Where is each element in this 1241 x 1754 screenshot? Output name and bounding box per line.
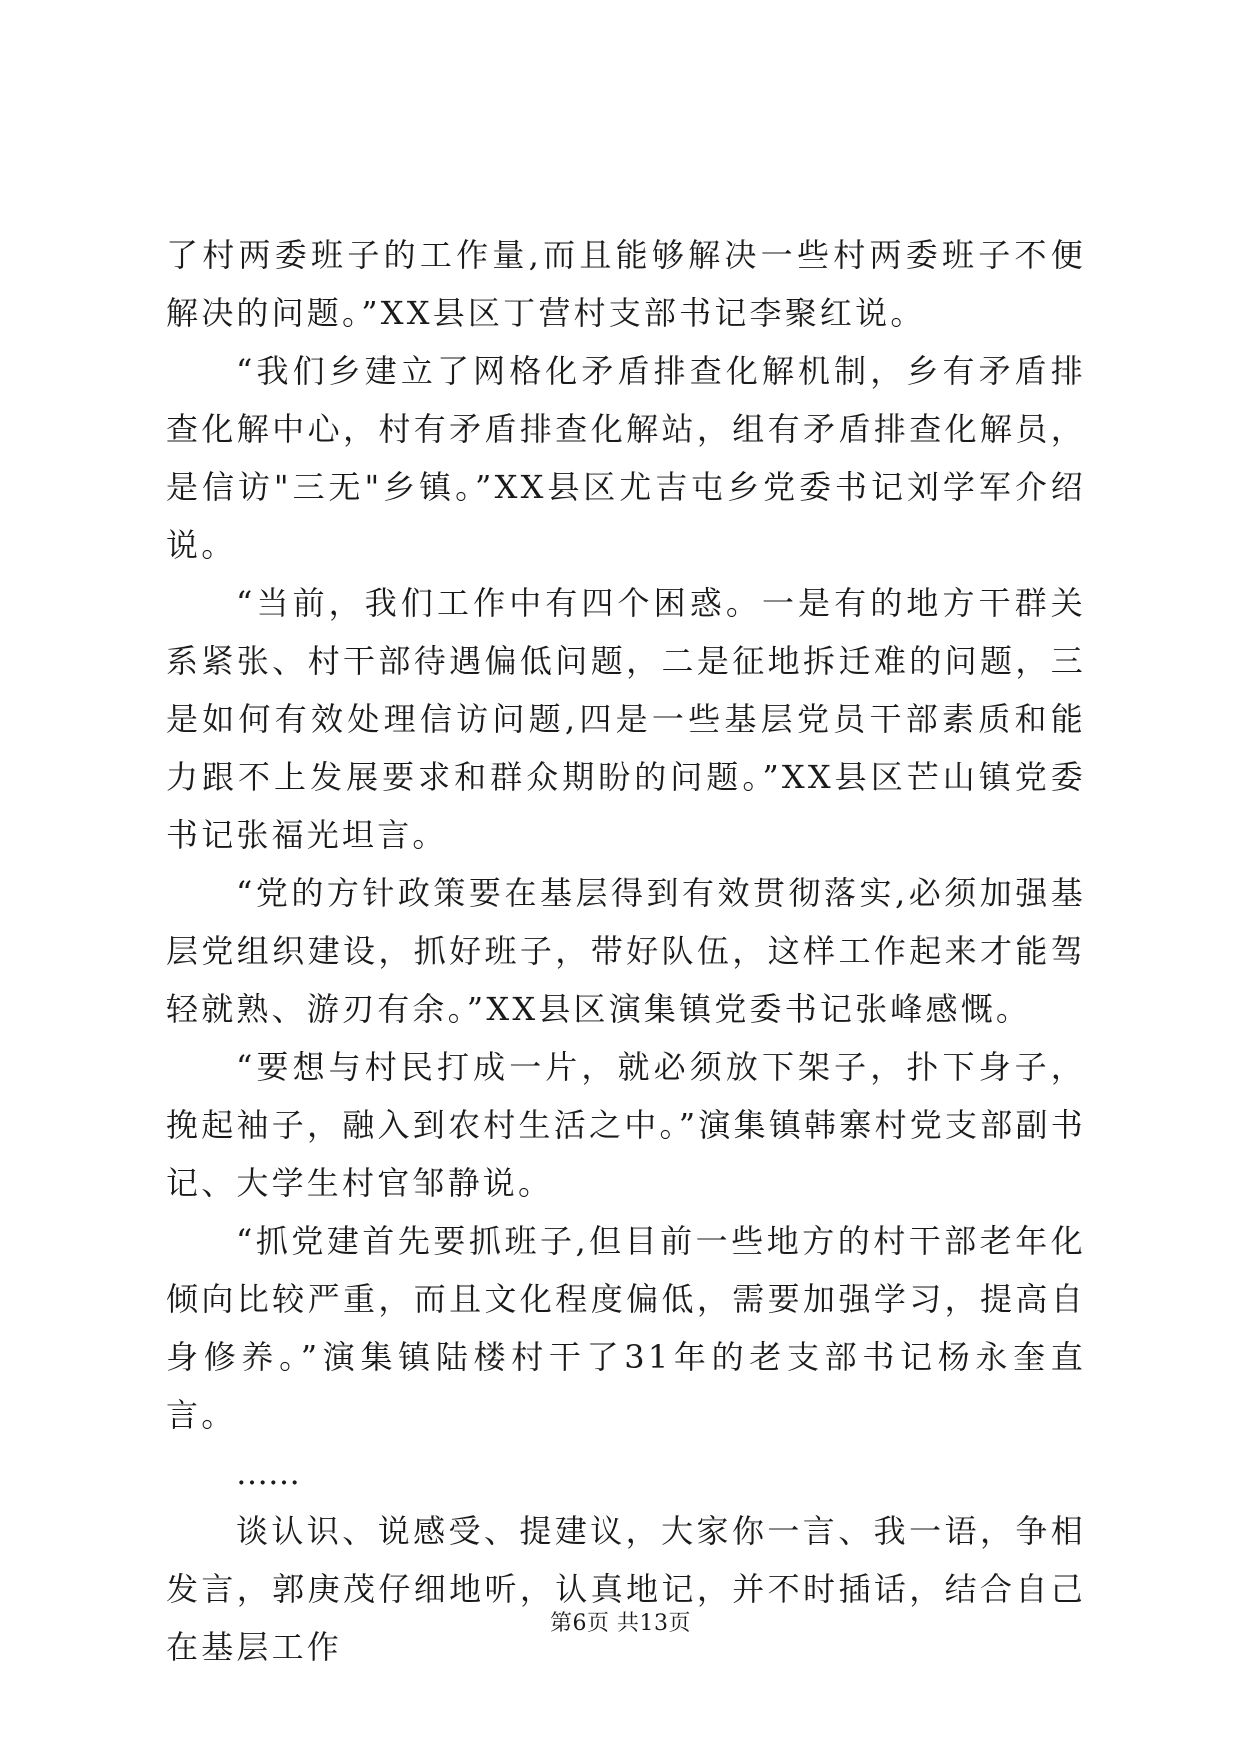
page-number-label: 第6页 共13页 [550,1611,691,1636]
paragraph-3: “当前，我们工作中有四个困惑。一是有的地方干群关系紧张、村干部待遇偏低问题，二是征地拆迁难的问题，三是如何有效处理信访问题,四是一些基层党员干部素质和能力跟不上发展要求和群众期盼的问题。”XX县区芒山镇党委书记张福光坦言。 [166,584,1086,854]
closing-paragraph: 谈认识、说感受、提建议，大家你一言、我一语，争相发言，郭庚茂仔细地听，认真地记，并不时插话，结合自己在基层工作 [166,1512,1086,1666]
document-body [166,226,1086,1676]
paragraph-4: “党的方针政策要在基层得到有效贯彻落实,必须加强基层党组织建设，抓好班子，带好队伍，这样工作起来才能驾轻就熟、游刃有余。”XX县区演集镇党委书记张峰感慨。 [166,874,1086,1028]
paragraph-6: “抓党建首先要抓班子,但目前一些地方的村干部老年化倾向比较严重，而且文化程度偏低，需要加强学习，提高自身修养。”演集镇陆楼村干了31年的老支部书记杨永奎直言。 [166,1222,1086,1434]
paragraph-1: 了村两委班子的工作量,而且能够解决一些村两委班子不便解决的问题。”XX县区丁营村支部书记李聚红说。 [166,236,1086,332]
page-footer [0,1606,1241,1637]
paragraph-5: “要想与村民打成一片，就必须放下架子，扑下身子，挽起袖子，融入到农村生活之中。”演集镇韩寨村党支部副书记、大学生村官邹静说。 [166,1048,1086,1202]
paragraph-2: “我们乡建立了网格化矛盾排查化解机制，乡有矛盾排查化解中心，村有矛盾排查化解站，组有矛盾排查化解员，是信访"三无"乡镇。”XX县区尤吉屯乡党委书记刘学军介绍说。 [166,352,1086,564]
ellipsis-separator: …… [236,1454,300,1492]
